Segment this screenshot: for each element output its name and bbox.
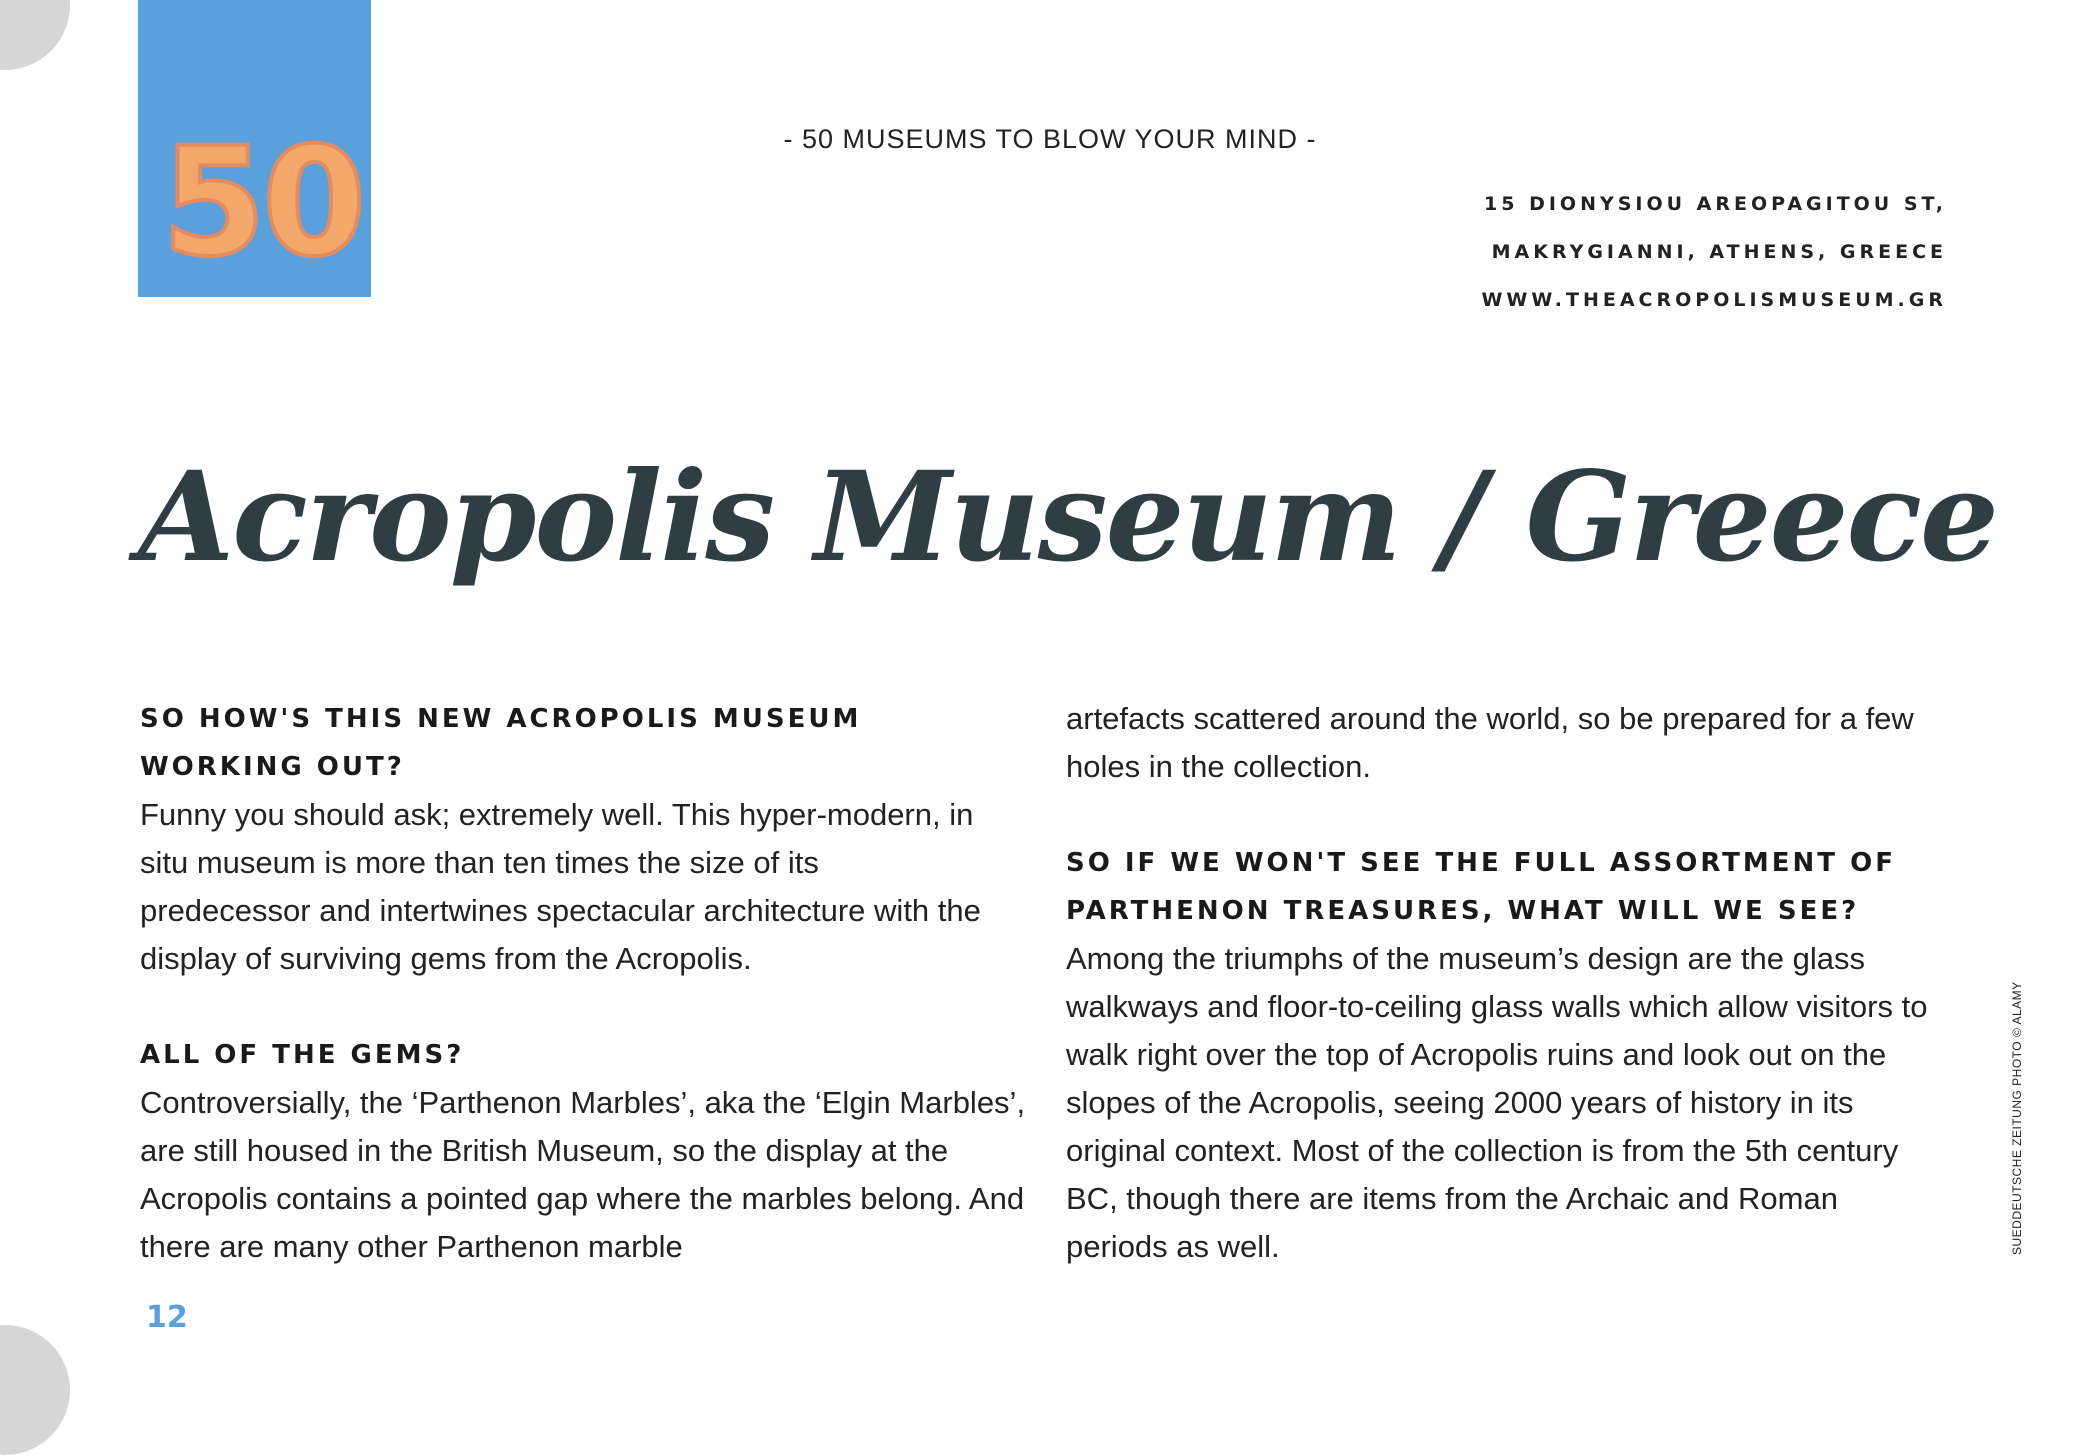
- question-heading: ALL OF THE GEMS?: [140, 1040, 465, 1070]
- answer-paragraph-continued: artefacts scattered around the world, so be prepared for a few holes in the collection.: [1066, 701, 1914, 784]
- page-corner-bottom: [0, 1325, 70, 1455]
- left-column: [140, 695, 1026, 1271]
- running-head: - 50 MUSEUMS TO BLOW YOUR MIND -: [783, 124, 1317, 154]
- question-heading: SO HOW'S THIS NEW ACROPOLIS MUSEUM WORKING OUT?: [140, 704, 862, 782]
- series-badge: [138, 0, 371, 297]
- address-city: MAKRYGIANNI, ATHENS, GREECE: [1491, 241, 1947, 263]
- question-heading: SO IF WE WON'T SEE THE FULL ASSORTMENT OF PARTHENON TREASURES, WHAT WILL WE SEE?: [1066, 848, 1896, 926]
- photo-credit: SUEDDEUTSCHE ZEITUNG PHOTO © ALAMY: [2010, 981, 2024, 1255]
- answer-paragraph: Among the triumphs of the museum’s design are the glass walkways and floor-to-ceiling glass walls which allow visitors to walk right over the top of Acropolis ruins and look out on the slopes of the Acropolis, seeing 2000 years of history in its original context. Most of the collection is from the 5th century BC, though there are items from the Archaic and Roman periods as well.: [1066, 941, 1928, 1264]
- museum-website: WWW.THEACROPOLISMUSEUM.GR: [1481, 289, 1947, 311]
- page-corner-top: [0, 0, 70, 70]
- address-street: 15 DIONYSIOU AREOPAGITOU ST,: [1484, 193, 1947, 215]
- page-title: Acropolis Museum / Greece: [138, 445, 1997, 590]
- page-number: 12: [146, 1300, 188, 1335]
- answer-paragraph: Controversially, the ‘Parthenon Marbles’, aka the ‘Elgin Marbles’, are still housed in the British Museum, so the display at the Acropolis contains a pointed gap where the marbles belong. And there are many other Parthenon marble: [140, 1085, 1026, 1264]
- right-column: [1066, 695, 1966, 1271]
- badge-number: 50: [161, 116, 363, 290]
- answer-paragraph: Funny you should ask; extremely well. This hyper-modern, in situ museum is more than ten times the size of its predecessor and intertwines spectacular architecture with the display of surviving gems from the Acropolis.: [140, 797, 981, 976]
- museum-address: [1481, 180, 1947, 324]
